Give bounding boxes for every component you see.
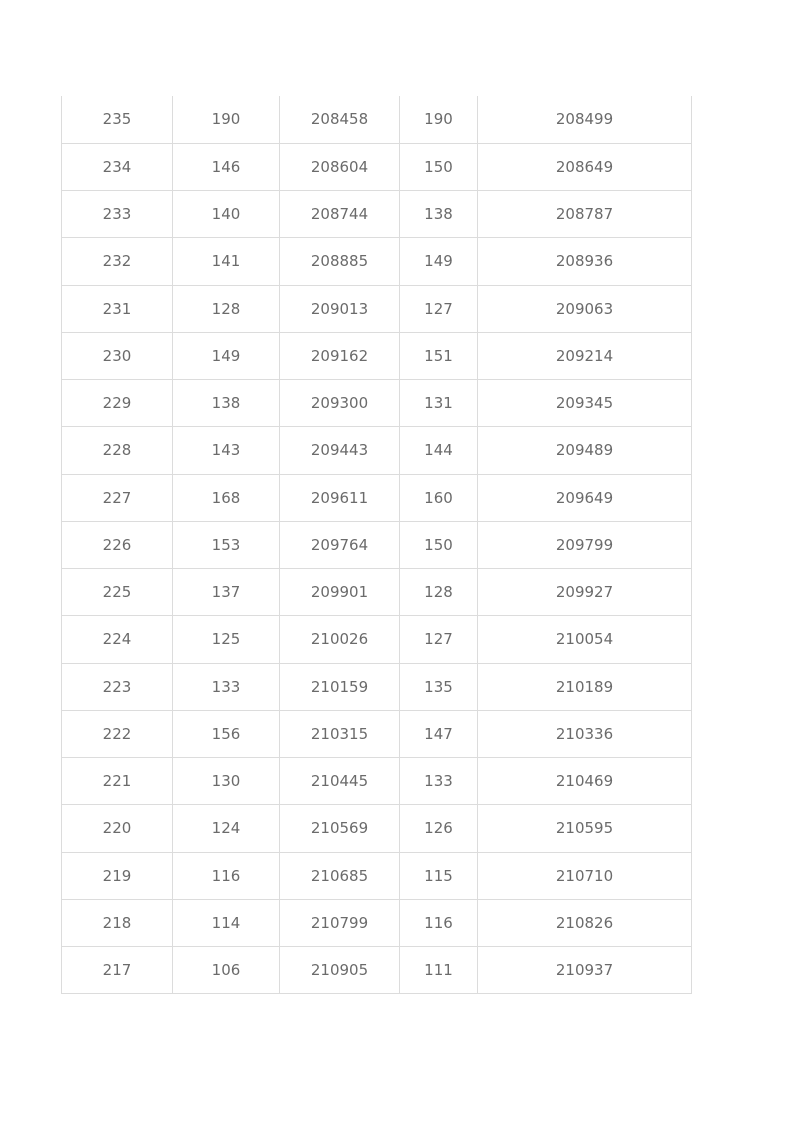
table-row bbox=[62, 238, 692, 285]
table-cell: 111 bbox=[400, 947, 478, 994]
table-cell: 209300 bbox=[280, 380, 400, 427]
score-table-container bbox=[61, 96, 691, 994]
table-cell: 209489 bbox=[478, 427, 692, 474]
table-cell: 210826 bbox=[478, 899, 692, 946]
table-cell: 209162 bbox=[280, 332, 400, 379]
table-cell: 227 bbox=[62, 474, 173, 521]
table-cell: 116 bbox=[173, 852, 280, 899]
table-cell: 115 bbox=[400, 852, 478, 899]
table-row bbox=[62, 521, 692, 568]
table-cell: 210054 bbox=[478, 616, 692, 663]
table-cell: 235 bbox=[62, 96, 173, 143]
table-cell: 210469 bbox=[478, 758, 692, 805]
table-row bbox=[62, 332, 692, 379]
table-row bbox=[62, 710, 692, 757]
table-cell: 209764 bbox=[280, 521, 400, 568]
table-cell: 210445 bbox=[280, 758, 400, 805]
table-cell: 209013 bbox=[280, 285, 400, 332]
table-cell: 137 bbox=[173, 569, 280, 616]
table-cell: 147 bbox=[400, 710, 478, 757]
table-cell: 209214 bbox=[478, 332, 692, 379]
table-cell: 209611 bbox=[280, 474, 400, 521]
table-row bbox=[62, 427, 692, 474]
table-cell: 210685 bbox=[280, 852, 400, 899]
table-row bbox=[62, 143, 692, 190]
table-row bbox=[62, 852, 692, 899]
table-cell: 234 bbox=[62, 143, 173, 190]
table-cell: 130 bbox=[173, 758, 280, 805]
table-row bbox=[62, 380, 692, 427]
table-cell: 221 bbox=[62, 758, 173, 805]
table-cell: 224 bbox=[62, 616, 173, 663]
table-row bbox=[62, 663, 692, 710]
table-cell: 131 bbox=[400, 380, 478, 427]
table-cell: 208649 bbox=[478, 143, 692, 190]
table-cell: 209649 bbox=[478, 474, 692, 521]
table-cell: 151 bbox=[400, 332, 478, 379]
table-cell: 210799 bbox=[280, 899, 400, 946]
table-cell: 144 bbox=[400, 427, 478, 474]
table-cell: 127 bbox=[400, 616, 478, 663]
table-cell: 229 bbox=[62, 380, 173, 427]
table-cell: 143 bbox=[173, 427, 280, 474]
table-cell: 223 bbox=[62, 663, 173, 710]
table-cell: 190 bbox=[400, 96, 478, 143]
table-cell: 127 bbox=[400, 285, 478, 332]
table-cell: 210189 bbox=[478, 663, 692, 710]
table-cell: 208787 bbox=[478, 191, 692, 238]
table-row bbox=[62, 474, 692, 521]
table-cell: 209901 bbox=[280, 569, 400, 616]
table-cell: 209927 bbox=[478, 569, 692, 616]
table-cell: 222 bbox=[62, 710, 173, 757]
table-cell: 210595 bbox=[478, 805, 692, 852]
table-body bbox=[62, 96, 692, 994]
table-cell: 190 bbox=[173, 96, 280, 143]
table-cell: 219 bbox=[62, 852, 173, 899]
table-cell: 160 bbox=[400, 474, 478, 521]
table-cell: 233 bbox=[62, 191, 173, 238]
table-cell: 210315 bbox=[280, 710, 400, 757]
table-cell: 210569 bbox=[280, 805, 400, 852]
table-cell: 128 bbox=[400, 569, 478, 616]
table-cell: 138 bbox=[173, 380, 280, 427]
table-cell: 209063 bbox=[478, 285, 692, 332]
table-cell: 149 bbox=[173, 332, 280, 379]
table-cell: 209443 bbox=[280, 427, 400, 474]
table-cell: 153 bbox=[173, 521, 280, 568]
table-cell: 150 bbox=[400, 521, 478, 568]
table-cell: 208499 bbox=[478, 96, 692, 143]
table-cell: 149 bbox=[400, 238, 478, 285]
table-cell: 210710 bbox=[478, 852, 692, 899]
table-cell: 141 bbox=[173, 238, 280, 285]
table-cell: 208744 bbox=[280, 191, 400, 238]
table-cell: 208458 bbox=[280, 96, 400, 143]
table-cell: 220 bbox=[62, 805, 173, 852]
table-cell: 208885 bbox=[280, 238, 400, 285]
table-cell: 133 bbox=[173, 663, 280, 710]
table-cell: 232 bbox=[62, 238, 173, 285]
table-cell: 116 bbox=[400, 899, 478, 946]
table-cell: 210336 bbox=[478, 710, 692, 757]
table-cell: 231 bbox=[62, 285, 173, 332]
table-row bbox=[62, 96, 692, 143]
table-row bbox=[62, 899, 692, 946]
table-cell: 138 bbox=[400, 191, 478, 238]
table-cell: 156 bbox=[173, 710, 280, 757]
table-cell: 133 bbox=[400, 758, 478, 805]
table-cell: 230 bbox=[62, 332, 173, 379]
table-cell: 208936 bbox=[478, 238, 692, 285]
table-cell: 218 bbox=[62, 899, 173, 946]
table-cell: 150 bbox=[400, 143, 478, 190]
table-cell: 228 bbox=[62, 427, 173, 474]
table-cell: 125 bbox=[173, 616, 280, 663]
table-row bbox=[62, 285, 692, 332]
table-cell: 208604 bbox=[280, 143, 400, 190]
table-cell: 128 bbox=[173, 285, 280, 332]
table-cell: 210937 bbox=[478, 947, 692, 994]
table-row bbox=[62, 191, 692, 238]
table-row bbox=[62, 616, 692, 663]
table-cell: 135 bbox=[400, 663, 478, 710]
table-cell: 168 bbox=[173, 474, 280, 521]
table-row bbox=[62, 805, 692, 852]
table-cell: 226 bbox=[62, 521, 173, 568]
table-row bbox=[62, 758, 692, 805]
table-cell: 114 bbox=[173, 899, 280, 946]
table-cell: 217 bbox=[62, 947, 173, 994]
table-cell: 209345 bbox=[478, 380, 692, 427]
table-cell: 106 bbox=[173, 947, 280, 994]
table-cell: 124 bbox=[173, 805, 280, 852]
table-cell: 210026 bbox=[280, 616, 400, 663]
table-cell: 210905 bbox=[280, 947, 400, 994]
table-cell: 126 bbox=[400, 805, 478, 852]
table-row bbox=[62, 947, 692, 994]
table-cell: 140 bbox=[173, 191, 280, 238]
table-cell: 225 bbox=[62, 569, 173, 616]
table-cell: 146 bbox=[173, 143, 280, 190]
table-cell: 210159 bbox=[280, 663, 400, 710]
score-table bbox=[61, 96, 692, 994]
table-cell: 209799 bbox=[478, 521, 692, 568]
table-row bbox=[62, 569, 692, 616]
